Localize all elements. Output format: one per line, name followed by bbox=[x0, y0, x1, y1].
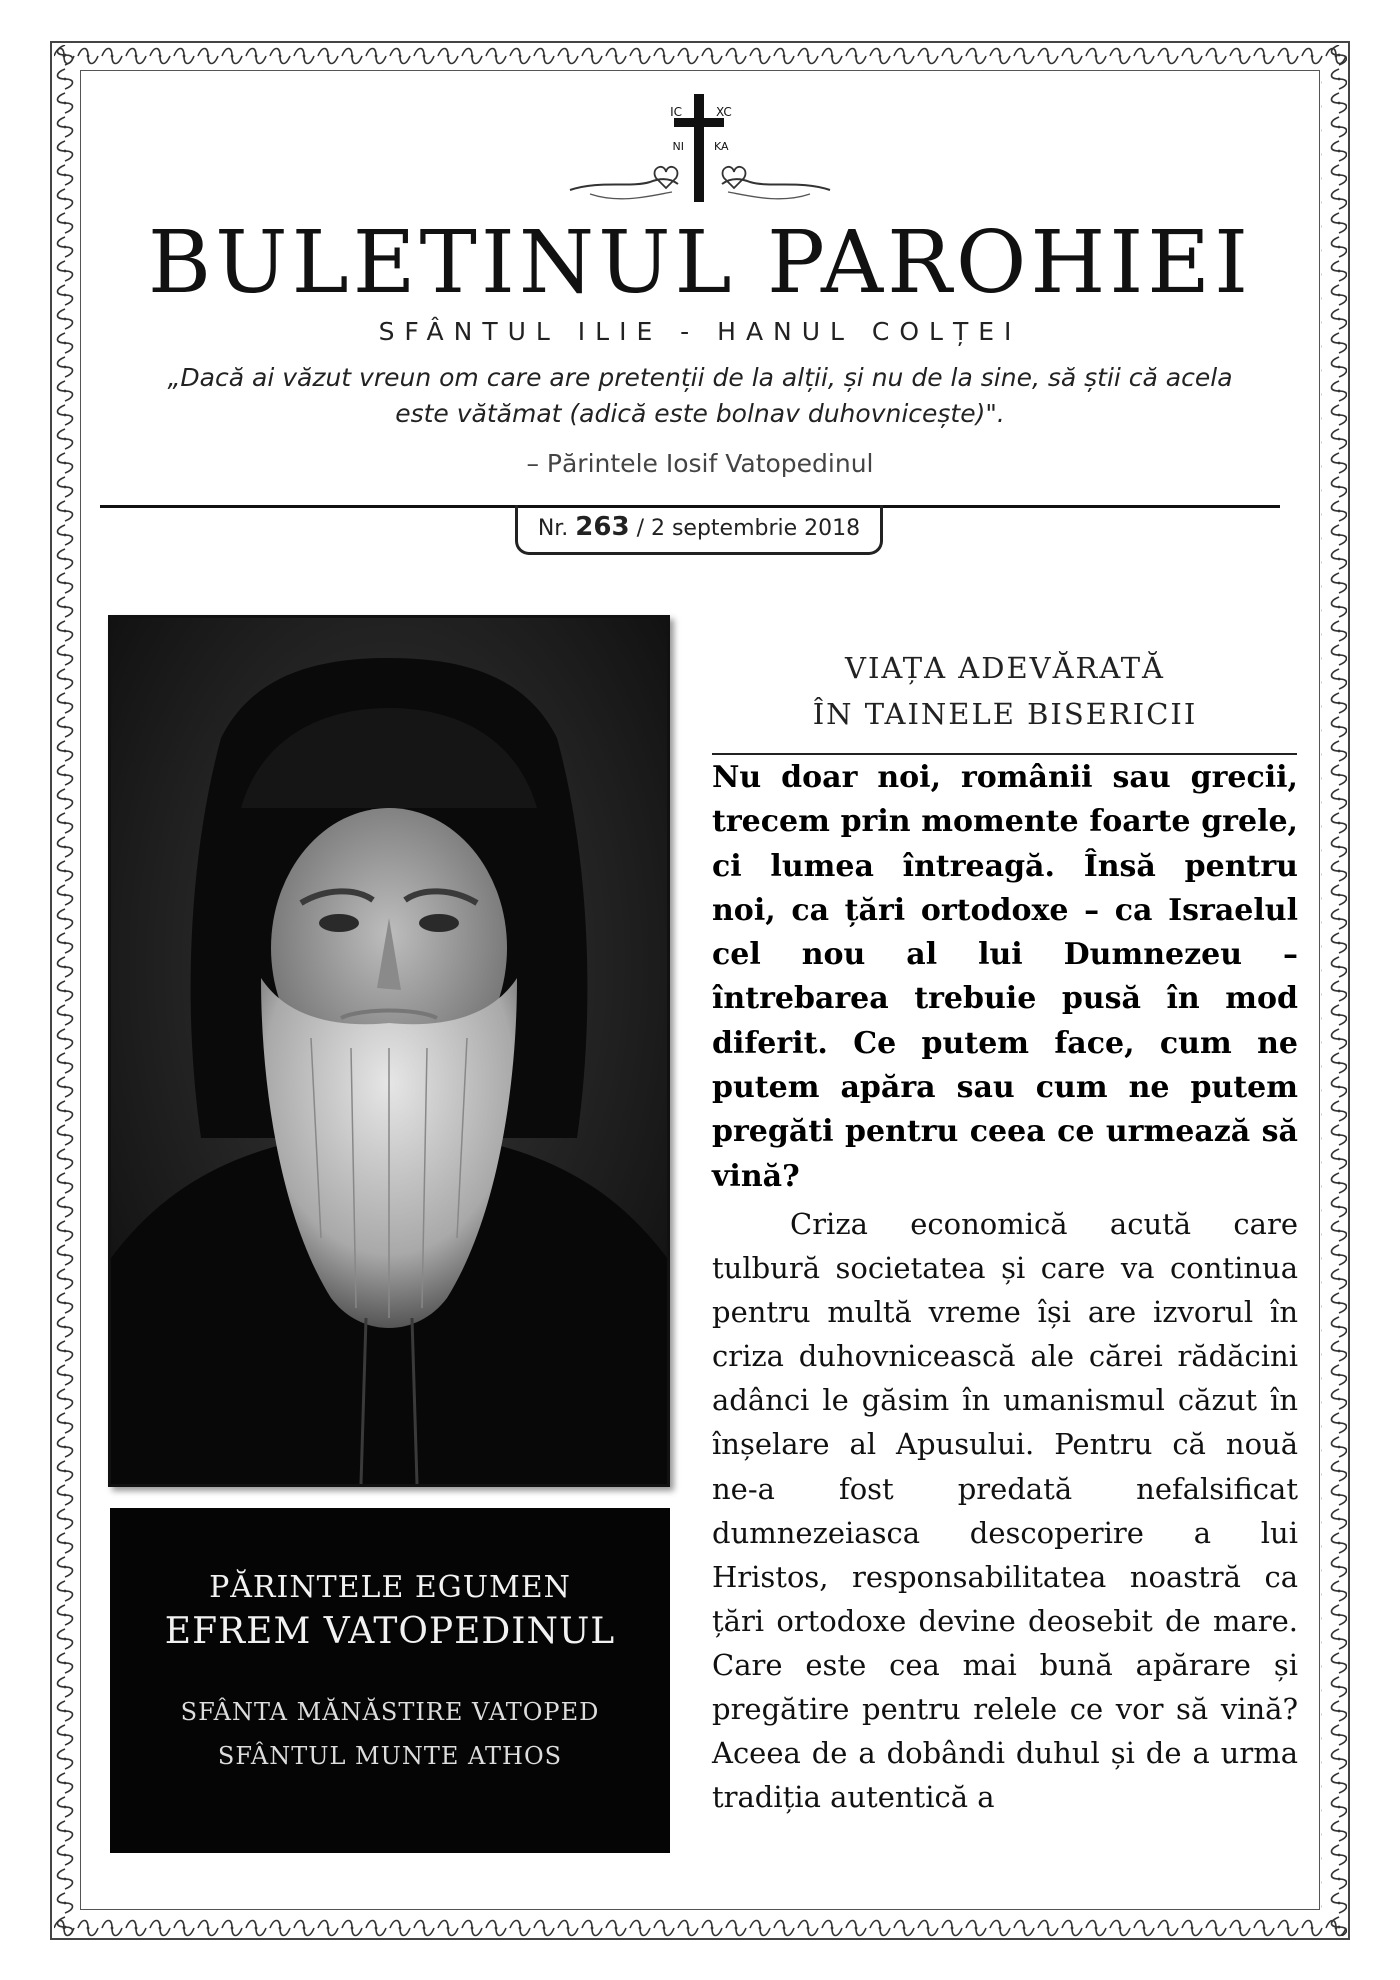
article-title bbox=[710, 645, 1300, 737]
article-title-line1: VIAȚA ADEVĂRATĂ bbox=[845, 651, 1165, 685]
caption-name: EFREM VATOPEDINUL bbox=[164, 1611, 616, 1652]
issue-date: / 2 septembrie 2018 bbox=[636, 516, 861, 541]
cross-letter-ka: KA bbox=[714, 140, 729, 153]
portrait-caption bbox=[110, 1508, 670, 1853]
issue-prefix: Nr. bbox=[537, 516, 569, 541]
elder-portrait-photo bbox=[108, 615, 670, 1487]
header-quote: „Dacă ai văzut vreun om care are pretenții de la alții, și nu de la sine, să știi că acela este vătămat (adică este bolnav duhovnicește)". bbox=[167, 363, 1233, 428]
orthodox-cross-icon bbox=[560, 92, 840, 222]
cross-letter-xc: XC bbox=[716, 105, 732, 119]
bulletin-title: BULETINUL PAROHIEI bbox=[147, 213, 1253, 313]
article-body: Criza economică acută care tulbură societatea și care va continua pentru multă vreme își are izvorul în criza duhovnicească ale cărei rădăcini adânci le găsim în umanismul căzut în înșelare al Apusului. Pentru că nouă ne-a fost predată nefalsificat dumnezeiasca descoperire a lui Hristos, responsabilitatea noastră ca țări ortodoxe devine deosebit de mare. Care este cea mai bună apărare și pregătire pentru relele ce vor să vină? Aceea de a dobândi duhul și de a urma tradiția autentică a bbox=[712, 1207, 1298, 1815]
issue-number: 263 bbox=[575, 512, 630, 542]
issue-tab bbox=[515, 505, 883, 555]
cross-letter-ic: IC bbox=[670, 105, 682, 119]
article-title-line2: ÎN TAINELE BISERICII bbox=[812, 697, 1198, 731]
cross-letter-ni: NI bbox=[672, 140, 684, 153]
parish-subtitle: SFÂNTUL ILIE - HANUL COLȚEI bbox=[378, 317, 1022, 346]
caption-location: SFÂNTUL MUNTE ATHOS bbox=[217, 1742, 563, 1770]
caption-monastery: SFÂNTA MĂNĂSTIRE VATOPED bbox=[180, 1698, 600, 1726]
portrait-illustration bbox=[111, 618, 667, 1484]
caption-rank: PĂRINTELE EGUMEN bbox=[209, 1570, 571, 1605]
quote-author: – Părintele Iosif Vatopedinul bbox=[526, 449, 874, 478]
article-lead: Nu doar noi, românii sau grecii, trecem prin momente foarte grele, ci lumea întreagă. Însă pentru noi, ca țări ortodoxe – ca Israelul cel nou al lui Dumnezeu – întrebarea trebuie pusă în mod diferit. Ce putem face, cum ne putem apăra sau cum ne putem pregăti pentru ceea ce urmează să vină? bbox=[712, 760, 1298, 1194]
article-title-divider bbox=[712, 753, 1297, 755]
